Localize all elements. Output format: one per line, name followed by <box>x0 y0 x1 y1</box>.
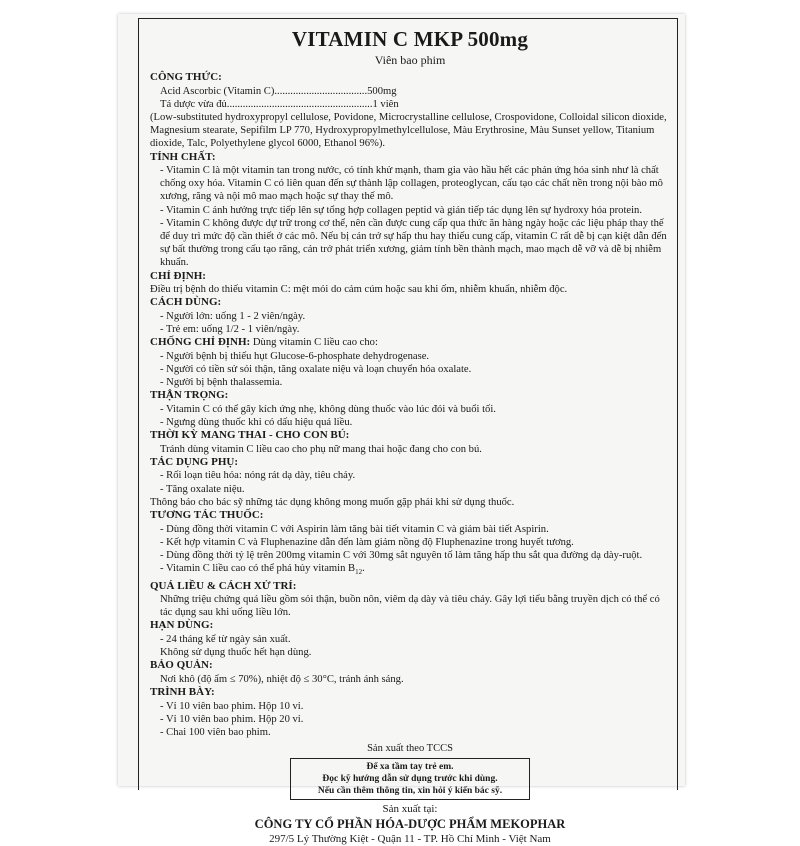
interactions-b12-text: - Vitamin C liều cao có thể phá hủy vitamin B <box>160 563 356 575</box>
warning-notice-box <box>290 758 530 800</box>
manufacturer-company: CÔNG TY CỔ PHẦN HÓA-DƯỢC PHẨM MEKOPHAR <box>254 816 566 831</box>
formula-active-name: Acid Ascorbic (Vitamin C) <box>160 85 275 97</box>
product-subtitle: Viên bao phim <box>374 53 446 67</box>
properties-paragraph: - Vitamin C ảnh hưởng trực tiếp lên sự tổng hợp collagen peptid và gián tiếp tác dụng lên sự hydroxy hóa protein. <box>160 204 643 216</box>
formula-active-dots: ................................... <box>274 85 368 97</box>
interactions-item: - Dùng đồng thời vitamin C với Aspirin làm tăng bài tiết vitamin C và giảm bài tiết Aspirin. <box>160 523 549 535</box>
contraindications-line <box>150 336 670 350</box>
packaging-item: - Vỉ 10 viên bao phim. Hộp 20 vỉ. <box>160 713 304 725</box>
leaflet-sheet <box>118 14 685 845</box>
precautions-item: - Vitamin C có thể gây kích ứng nhẹ, không dùng thuốc vào lúc đói và buổi tối. <box>160 403 496 415</box>
leaflet-content <box>150 26 670 846</box>
precautions-item: - Ngưng dùng thuốc khi có dấu hiệu quá liều. <box>160 417 353 429</box>
interactions-heading: TƯƠNG TÁC THUỐC: <box>150 509 264 522</box>
interactions-b12-sub: 12 <box>355 568 363 577</box>
properties-paragraph: - Vitamin C không được dự trữ trong cơ thể, nên cần được cung cấp qua thức ăn hàng ngày hoặc các liệu pháp thay thế để duy trì mức độ cần thiết ở các mô. Nếu bị cản trở sự hấp thu hay thiếu cung cấp, vitamin C rất dễ bị cạn kiệt dẫn đến sự bất thường trong cấu tạo răng, cản trở phát triển xương, giảm tính bền thành mạch, mao mạch dễ vỡ và dễ bị nhiễm khuẩn. <box>160 217 667 269</box>
product-title: VITAMIN C MKP 500mg <box>291 27 529 51</box>
dosage-heading: CÁCH DÙNG: <box>150 296 222 309</box>
overdose-heading: QUÁ LIỀU & CÁCH XỬ TRÍ: <box>150 579 297 592</box>
pregnancy-heading: THỜI KỲ MANG THAI - CHO CON BÚ: <box>150 429 350 442</box>
formula-excipients-list: (Low-substituted hydroxypropyl cellulose, Povidone, Microcrystalline cellulose, Crospovidone, Colloidal silicon dioxide, Magnesium stearate, Sepifilm LP 770, Hydroxypropylmethylcellulose, Màu Erythrosine, Màu Sunset yellow, Titanium dioxide, Talc, Polyethylene glycol 6000, Ethanol 96%). <box>150 111 667 150</box>
properties-heading: TÍNH CHẤT: <box>150 150 216 163</box>
formula-active-line <box>150 85 670 98</box>
formula-heading: CÔNG THỨC: <box>150 71 222 83</box>
indications-heading: CHỈ ĐỊNH: <box>150 269 206 282</box>
indications-text: Điều trị bệnh do thiếu vitamin C: mệt mỏi do cảm cúm hoặc sau khi ốm, nhiễm khuẩn, nhiễm độc. <box>150 284 568 296</box>
manufacturer-label: Sản xuất tại: <box>382 803 438 816</box>
side-effects-heading: TÁC DỤNG PHỤ: <box>150 455 238 468</box>
storage-text: Nơi khô (độ ẩm ≤ 70%), nhiệt độ ≤ 30°C, tránh ánh sáng. <box>160 673 404 685</box>
contraindications-intro: Dùng vitamin C liều cao cho: <box>250 337 378 349</box>
contraindications-heading: CHỐNG CHỈ ĐỊNH: <box>150 336 251 349</box>
interactions-b12-line <box>150 562 670 579</box>
contraindications-item: - Người có tiền sử sỏi thận, tăng oxalate niệu và loạn chuyển hóa oxalate. <box>160 363 472 375</box>
notice-line: Để xa tầm tay trẻ em. <box>366 762 454 773</box>
interactions-item: - Dùng đồng thời tỷ lệ trên 200mg vitamin C với 30mg sắt nguyên tố làm tăng hấp thu sắt qua đường dạ dày-ruột. <box>160 549 643 561</box>
formula-active-qty: 500mg <box>367 85 397 97</box>
dosage-item: - Người lớn: uống 1 - 2 viên/ngày. <box>160 310 306 322</box>
packaging-item: - Vỉ 10 viên bao phim. Hộp 10 vỉ. <box>160 700 304 712</box>
properties-paragraph: - Vitamin C là một vitamin tan trong nước, có tính khử mạnh, tham gia vào hầu hết các phản ứng hóa sinh như là chất chống oxy hóa. Vitamin C có liên quan đến sự thành lập collagen, proteoglycan, cấu tạo các chất nền trong nội bào mô xương, răng và nội mô mao mạch hoặc sự thay thế mô. <box>160 165 663 203</box>
formula-excipient-line <box>150 98 670 111</box>
expiry-item: Không sử dụng thuốc hết hạn dùng. <box>160 647 312 659</box>
formula-excipient-name: Tá dược vừa đủ <box>160 98 227 110</box>
side-effects-note: Thông báo cho bác sỹ những tác dụng không mong muốn gặp phải khi sử dụng thuốc. <box>150 496 515 508</box>
interactions-b12-end: . <box>362 563 365 575</box>
precautions-heading: THẬN TRỌNG: <box>150 389 229 402</box>
manufacturer-address: 297/5 Lý Thường Kiệt - Quận 11 - TP. Hồ Chí Minh - Việt Nam <box>269 832 551 845</box>
contraindications-item: - Người bệnh bị thiếu hụt Glucose-6-phosphate dehydrogenase. <box>160 350 430 362</box>
side-effects-item: - Tăng oxalate niệu. <box>160 483 245 495</box>
side-effects-item: - Rối loạn tiêu hóa: nóng rát dạ dày, tiêu chảy. <box>160 470 356 482</box>
storage-heading: BẢO QUẢN: <box>150 659 213 672</box>
expiry-heading: HẠN DÙNG: <box>150 619 214 632</box>
overdose-text: Những triệu chứng quá liều gồm sỏi thận, buồn nôn, viêm dạ dày và tiêu chảy. Gây lợi tiểu bằng truyền dịch có thể có tác dụng sau khi uống liều lớn. <box>160 594 660 619</box>
expiry-item: - 24 tháng kể từ ngày sản xuất. <box>160 633 291 645</box>
notice-line: Đọc kỹ hướng dẫn sử dụng trước khi dùng. <box>322 774 498 785</box>
dosage-item: - Trẻ em: uống 1/2 - 1 viên/ngày. <box>160 324 300 336</box>
formula-excipient-dots: ....................................................... <box>226 98 373 110</box>
notice-line: Nếu cần thêm thông tin, xin hỏi ý kiến bác sỹ. <box>317 786 503 797</box>
contraindications-item: - Người bị bệnh thalassemia. <box>160 377 283 389</box>
packaging-heading: TRÌNH BÀY: <box>150 686 215 699</box>
interactions-item: - Kết hợp vitamin C và Fluphenazine dẫn đến làm giảm nồng độ Fluphenazine trong huyết tương. <box>160 536 574 548</box>
formula-excipient-qty: 1 viên <box>372 98 399 110</box>
production-standard: Sản xuất theo TCCS <box>367 743 453 755</box>
pregnancy-text: Tránh dùng vitamin C liều cao cho phụ nữ mang thai hoặc đang cho con bú. <box>160 443 482 455</box>
packaging-item: - Chai 100 viên bao phim. <box>160 726 271 738</box>
